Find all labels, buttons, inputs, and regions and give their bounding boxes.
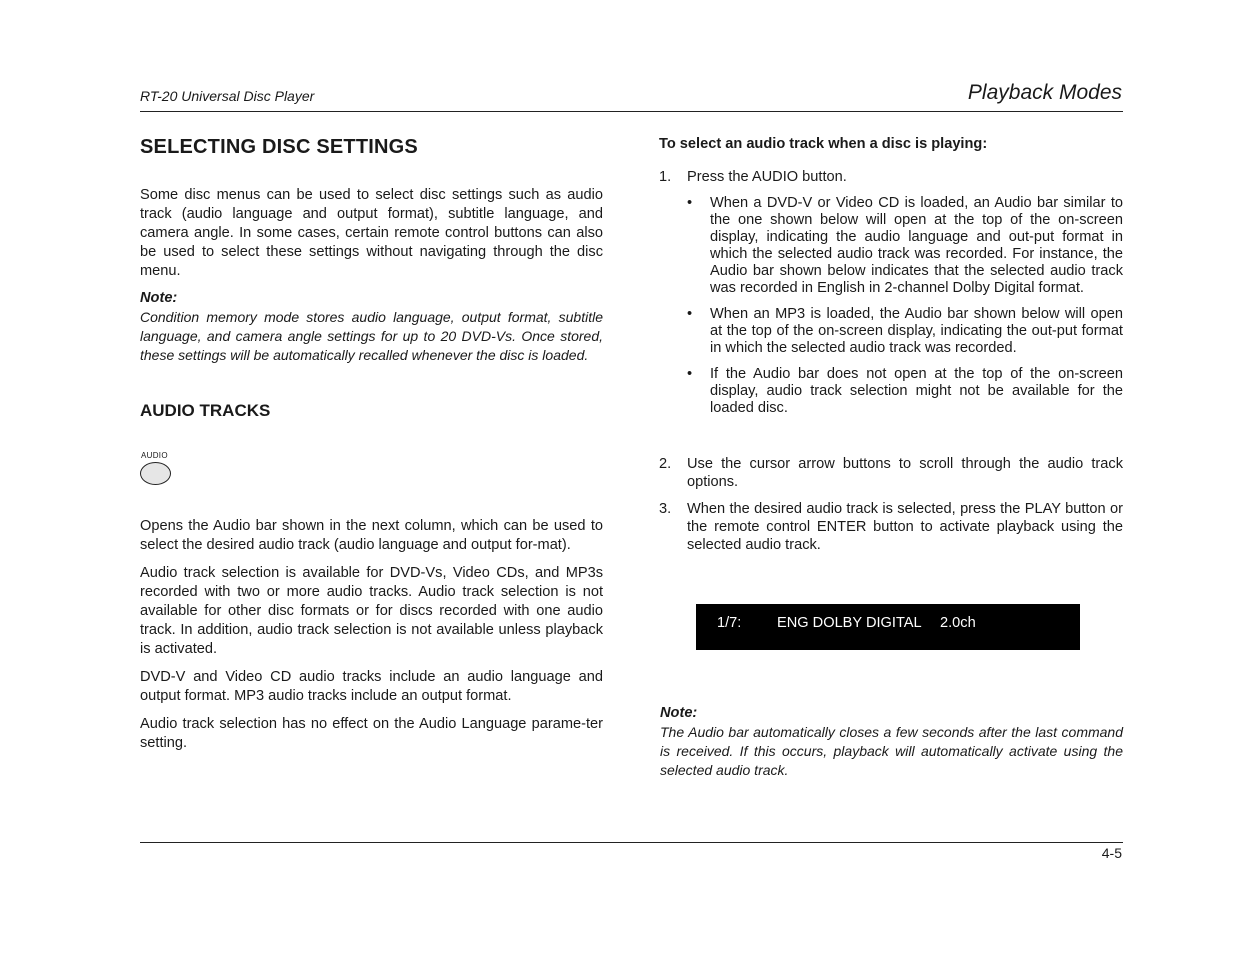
step-3 xyxy=(659,500,1123,554)
note-label: Note: xyxy=(660,705,698,721)
audio-button-icon xyxy=(140,462,171,485)
bullet-item xyxy=(687,195,1123,297)
note-text: Condition memory mode stores audio language, output format, subtitle language, and camera angle settings for up to 20 DVD-Vs. Once stored, these settings will be automatically recalled whenever the disc is loaded. xyxy=(140,309,603,363)
paragraph: Audio track selection is available for DVD-Vs, Video CDs, and MP3s recorded with two or more audio tracks. Audio track selection is not available for other disc formats or for discs recorded with one audio track. In addition, audio track selection is not available unless playback is activated. xyxy=(140,565,603,657)
paragraph: Opens the Audio bar shown in the next column, which can be used to select the desired audio track (audio language and output for-mat). xyxy=(140,518,603,553)
step-text: Use the cursor arrow buttons to scroll through the audio track options. xyxy=(687,456,1123,490)
page-number: 4-5 xyxy=(1101,845,1122,861)
step-1 xyxy=(659,168,1123,186)
footer-rule xyxy=(140,842,1123,843)
header-rule xyxy=(140,111,1123,112)
note-text: The Audio bar automatically closes a few seconds after the last command is received. If this occurs, playback will automatically activate using the selected audio track. xyxy=(660,724,1123,778)
bullet-item xyxy=(687,366,1123,417)
right-note xyxy=(660,704,1123,780)
step-text: When the desired audio track is selected, press the PLAY button or the remote control ENTER button to activate playback using the selected audio track. xyxy=(687,501,1123,553)
paragraph: Audio track selection has no effect on the Audio Language parame-ter setting. xyxy=(140,716,603,751)
left-column xyxy=(140,133,603,753)
audio-tracks-heading: AUDIO TRACKS xyxy=(140,401,271,420)
bullet-icon: • xyxy=(687,306,693,322)
bullet-text: When a DVD-V or Video CD is loaded, an Audio bar similar to the one shown below will open at the top of the on-screen display, indicating the audio language and out-put format in which the selected audio track was recorded. For instance, the Audio bar shown below indicates that the selected audio track was recorded in English in 2-channel Dolby Digital format. xyxy=(710,195,1123,296)
paragraph: DVD-V and Video CD audio tracks include an audio language and output format. MP3 audio tracks include an output format. xyxy=(140,669,603,704)
step-number: 2. xyxy=(659,456,672,472)
audio-track-format: ENG DOLBY DIGITAL xyxy=(777,615,922,631)
step-text: Press the AUDIO button. xyxy=(687,169,847,185)
page-title: SELECTING DISC SETTINGS xyxy=(140,136,418,158)
audio-track-channels: 2.0ch xyxy=(940,615,976,631)
audio-button-label: AUDIO xyxy=(141,451,168,460)
section-title: Playback Modes xyxy=(967,81,1122,104)
step-number: 3. xyxy=(659,501,672,517)
audio-track-number: 1/7: xyxy=(717,615,742,631)
bullet-item xyxy=(687,306,1123,357)
step-2 xyxy=(659,455,1123,491)
running-header: RT-20 Universal Disc Player xyxy=(140,88,315,104)
note-label: Note: xyxy=(140,290,178,306)
bullet-text: When an MP3 is loaded, the Audio bar shown below will open at the top of the on-screen display, indicating the out-put format in which the selected audio track was recorded. xyxy=(710,306,1123,356)
bullet-icon: • xyxy=(687,366,693,382)
bullet-icon: • xyxy=(687,195,693,211)
bullet-text: If the Audio bar does not open at the top of the on-screen display, audio track selection might not be available for the loaded disc. xyxy=(710,366,1123,416)
audio-button-illustration xyxy=(140,451,180,491)
audio-bar-display xyxy=(696,604,1080,650)
procedure-heading: To select an audio track when a disc is playing: xyxy=(659,136,988,152)
step-number: 1. xyxy=(659,169,672,185)
right-column xyxy=(659,135,1123,554)
intro-paragraph: Some disc menus can be used to select disc settings such as audio track (audio language and output format), subtitle language, and camera angle. In some cases, certain remote control buttons can also be used to select these settings without navigating through the disc menu. xyxy=(140,187,603,279)
